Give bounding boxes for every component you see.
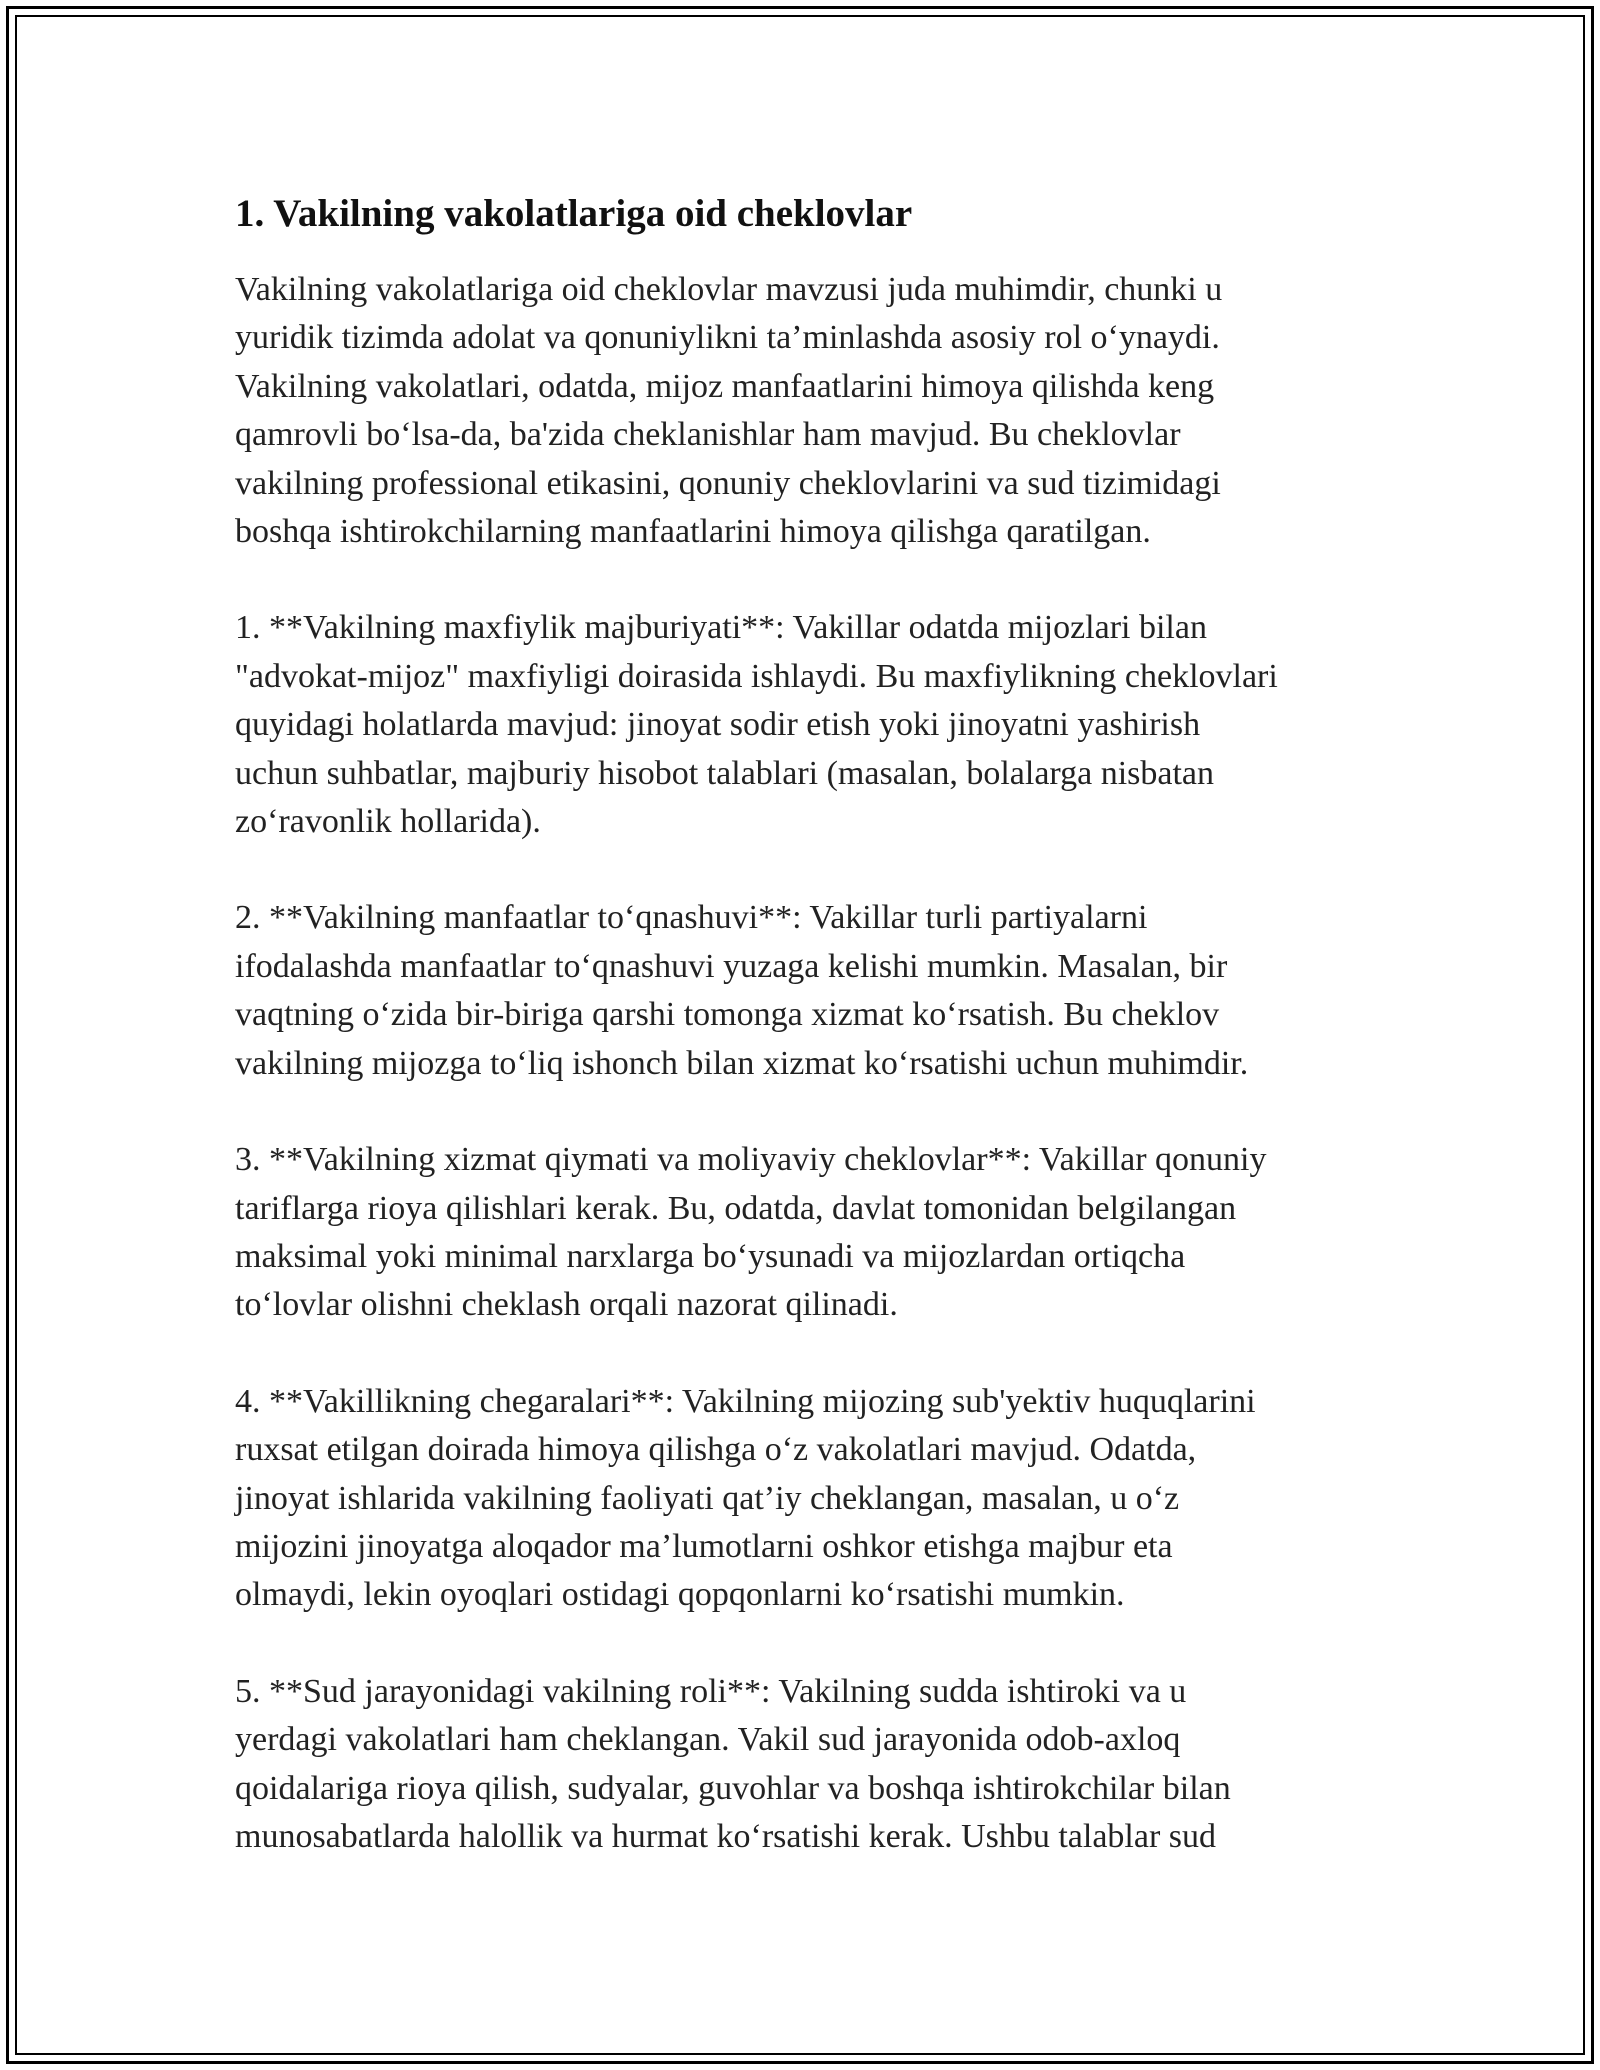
list-item-fees: 3. **Vakilning xizmat qiymati va moliyaviy cheklovlar**: Vakillar qonuniy tariflarga rioya qilishlari kerak. Bu, odatda, davlat tomonidan belgilangan maksimal yoki minimal narxlarga bo‘ysunadi va mijozlardan ortiqcha to‘lovlar olishni cheklash orqali nazorat qilinadi. [235, 1141, 1267, 1324]
list-item-limits: 4. **Vakillikning chegaralari**: Vakilning mijozing sub'yektiv huquqlarini ruxsat etilgan doirada himoya qilishga o‘z vakolatlari mavjud. Odatda, jinoyat ishlarida vakilning faoliyati qat’iy cheklangan, masalan, u o‘z mijozini jinoyatga aloqador ma’lumotlarni oshkor etishga majbur eta olmaydi, lekin oyoqlari ostidagi qopqonlarni ko‘rsatishi mumkin. [235, 1382, 1256, 1614]
section-heading: 1. Vakilning vakolatlariga oid cheklovlar [235, 192, 913, 235]
document-body [235, 188, 1375, 1909]
list-item-confidentiality: 1. **Vakilning maxfiylik majburiyati**: Vakillar odatda mijozlari bilan "advokat-mijoz" maxfiyligi doirasida ishlaydi. Bu maxfiylikning cheklovlari quyidagi holatlarda mavjud: jinoyat sodir etish yoki jinoyatni yashirish uchun suhbatlar, majburiy hisobot talablari (masalan, bolalarga nisbatan zo‘ravonlik hollarida). [235, 609, 1278, 841]
intro-paragraph: Vakilning vakolatlariga oid cheklovlar mavzusi juda muhimdir, chunki u yuridik tizimda adolat va qonuniylikni ta’minlashda asosiy rol o‘ynaydi. Vakilning vakolatlari, odatda, mijoz manfaatlarini himoya qilishda keng qamrovli bo‘lsa-da, ba'zida cheklanishlar ham mavjud. Bu cheklovlar vakilning professional etikasini, qonuniy cheklovlarini va sud tizimidagi boshqa ishtirokchilarning manfaatlarini himoya qilishga qaratilgan. [235, 271, 1223, 551]
list-item-conflict-of-interest: 2. **Vakilning manfaatlar to‘qnashuvi**: Vakillar turli partiyalarni ifodalashda manfaatlar to‘qnashuvi yuzaga kelishi mumkin. Masalan, bir vaqtning o‘zida bir-biriga qarshi tomonga xizmat ko‘rsatish. Bu cheklov vakilning mijozga to‘liq ishonch bilan xizmat ko‘rsatishi uchun muhimdir. [235, 899, 1249, 1082]
list-item-court-role: 5. **Sud jarayonidagi vakilning roli**: Vakilning sudda ishtiroki va u yerdagi vakolatlari ham cheklangan. Vakil sud jarayonida odob-axloq qoidalariga rioya qilish, sudyalar, guvohlar va boshqa ishtirokchilar bilan munosabatlarda halollik va hurmat ko‘rsatishi kerak. Ushbu talablar sud [235, 1672, 1231, 1855]
